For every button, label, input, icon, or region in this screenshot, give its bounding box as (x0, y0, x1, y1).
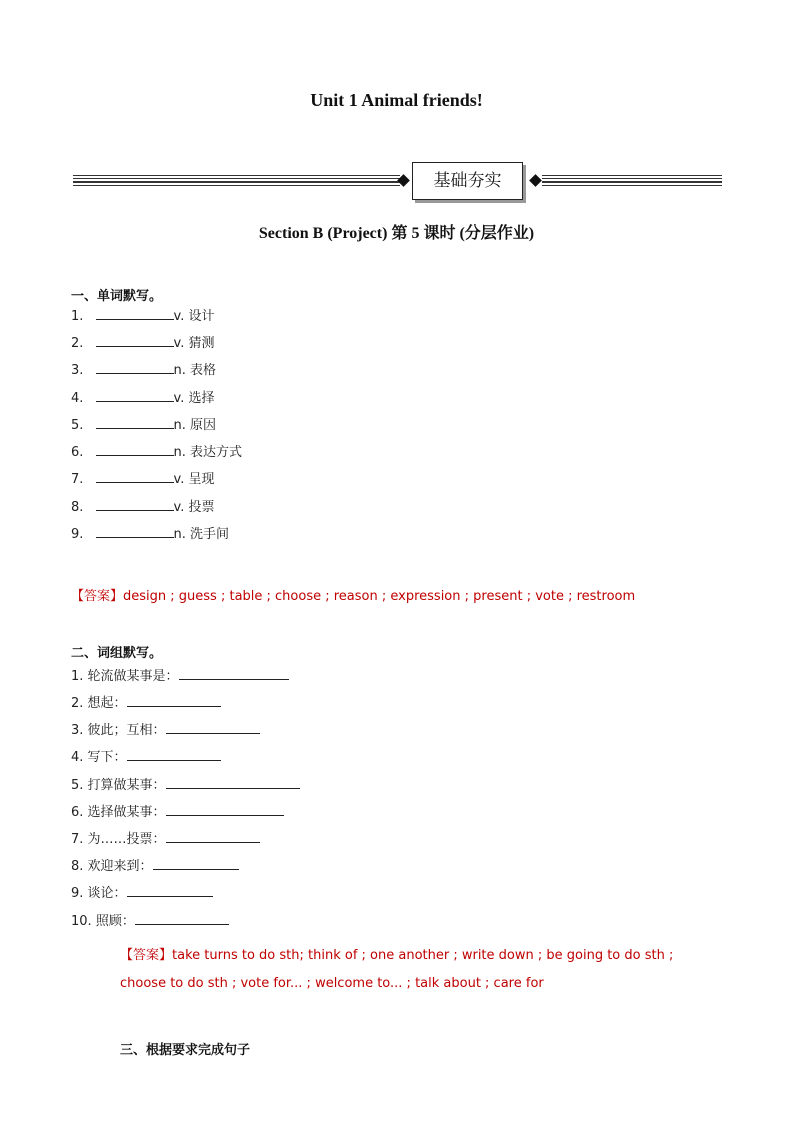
list-item (71, 360, 216, 378)
item-number: 6. (71, 445, 84, 460)
item-number: 7. (71, 832, 84, 847)
item-text: 为……投票： (87, 832, 166, 847)
section1-answer (71, 585, 635, 604)
section-badge: 基础夯实 (412, 162, 523, 200)
answer-blank[interactable] (96, 524, 174, 538)
diamond-right-icon (529, 174, 542, 187)
item-hint: n. 表格 (173, 363, 217, 378)
answer-blank[interactable] (96, 469, 174, 483)
item-hint: v. 呈现 (173, 472, 215, 487)
list-item (71, 666, 289, 684)
list-item (71, 856, 239, 874)
item-number: 6. (71, 805, 84, 820)
item-text: 欢迎来到： (87, 859, 153, 874)
item-number: 2. (71, 336, 84, 351)
answer-blank[interactable] (127, 883, 213, 897)
item-number: 1. (71, 669, 84, 684)
section2-answer-line2: choose to do sth ; vote for... ; welcome to... ; talk about ; care for (120, 976, 544, 991)
list-item (71, 747, 221, 765)
item-text: 彼此；互相： (87, 723, 166, 738)
item-text: 打算做某事： (87, 778, 166, 793)
answer-blank[interactable] (96, 360, 174, 374)
list-item (71, 693, 221, 711)
divider-left (73, 175, 400, 186)
item-hint: n. 表达方式 (173, 445, 243, 460)
list-item (71, 497, 215, 515)
item-text: 轮流做某事是： (87, 669, 179, 684)
answer-blank[interactable] (166, 720, 260, 734)
answer-text: take turns to do sth; think of ; one another ; write down ; be going to do sth ; (172, 948, 674, 963)
list-item (71, 524, 229, 542)
list-item (71, 306, 215, 324)
answer-blank[interactable] (96, 497, 174, 511)
answer-blank[interactable] (166, 829, 260, 843)
answer-blank[interactable] (179, 666, 289, 680)
answer-tag: 【答案】 (71, 589, 124, 604)
answer-blank[interactable] (96, 306, 174, 320)
answer-blank[interactable] (96, 415, 174, 429)
item-number: 3. (71, 723, 84, 738)
list-item (71, 775, 300, 793)
item-number: 4. (71, 391, 84, 406)
item-hint: v. 选择 (173, 391, 215, 406)
item-number: 8. (71, 859, 84, 874)
item-number: 9. (71, 527, 84, 542)
list-item (71, 442, 242, 460)
document-title: Unit 1 Animal friends! (310, 90, 483, 110)
list-item (71, 911, 229, 929)
item-text: 选择做某事： (87, 805, 166, 820)
list-item (71, 802, 284, 820)
answer-tag: 【答案】 (120, 948, 173, 963)
list-item (71, 829, 260, 847)
list-item (71, 388, 215, 406)
section1-heading: 一、单词默写。 (71, 289, 163, 304)
section2-answer-line1 (120, 944, 673, 963)
answer-blank[interactable] (153, 856, 239, 870)
section-subtitle: Section B (Project) 第 5 课时 (分层作业) (258, 225, 535, 242)
list-item (71, 333, 215, 351)
item-number: 7. (71, 472, 84, 487)
item-text: 谈论： (87, 886, 127, 901)
item-number: 2. (71, 696, 84, 711)
item-text: 想起： (87, 696, 127, 711)
item-text: 写下： (87, 750, 127, 765)
answer-blank[interactable] (127, 747, 221, 761)
item-number: 3. (71, 363, 84, 378)
item-text: 照顾： (95, 914, 135, 929)
item-hint: v. 设计 (173, 309, 215, 324)
answer-blank[interactable] (166, 802, 284, 816)
list-item (71, 883, 213, 901)
answer-blank[interactable] (135, 911, 229, 925)
item-hint: n. 洗手间 (173, 527, 230, 542)
item-number: 5. (71, 418, 84, 433)
answer-blank[interactable] (96, 333, 174, 347)
answer-blank[interactable] (96, 442, 174, 456)
item-number: 10. (71, 914, 92, 929)
item-number: 1. (71, 309, 84, 324)
item-hint: v. 投票 (173, 500, 215, 515)
item-number: 8. (71, 500, 84, 515)
answer-blank[interactable] (127, 693, 221, 707)
item-hint: n. 原因 (173, 418, 217, 433)
item-number: 9. (71, 886, 84, 901)
section3-heading: 三、根据要求完成句子 (120, 1043, 251, 1058)
list-item (71, 720, 260, 738)
item-number: 4. (71, 750, 84, 765)
list-item (71, 469, 215, 487)
answer-text: design ; guess ; table ; choose ; reason ; expression ; present ; vote ; restroom (123, 589, 636, 604)
answer-blank[interactable] (166, 775, 300, 789)
section2-heading: 二、词组默写。 (71, 646, 163, 661)
divider-right (542, 175, 722, 186)
item-hint: v. 猜测 (173, 336, 215, 351)
item-number: 5. (71, 778, 84, 793)
answer-blank[interactable] (96, 388, 174, 402)
list-item (71, 415, 216, 433)
